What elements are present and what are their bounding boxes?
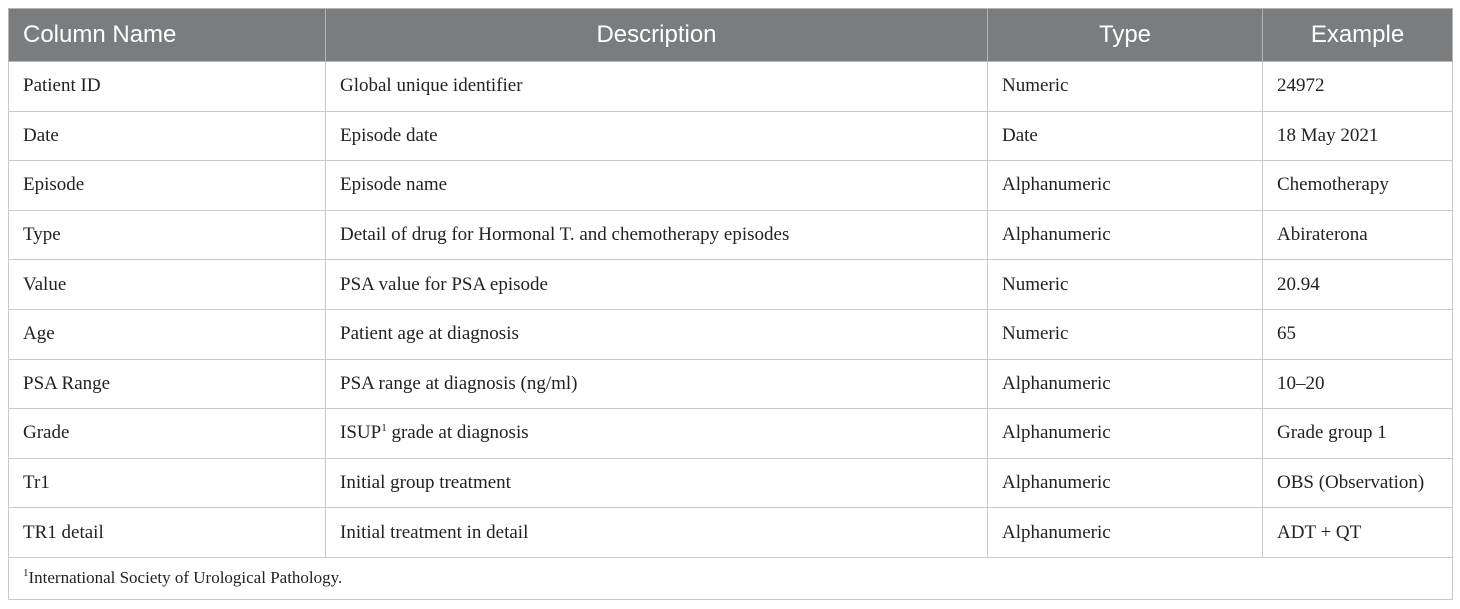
header-description: Description: [326, 9, 988, 62]
description-text: grade at diagnosis: [386, 422, 529, 444]
table-row: [9, 210, 1453, 260]
cell-description: Initial group treatment: [326, 458, 988, 508]
cell-description: PSA value for PSA episode: [326, 260, 988, 310]
table-row: [9, 161, 1453, 211]
cell-example: 10–20: [1263, 359, 1453, 409]
data-dictionary-table-container: [8, 8, 1452, 600]
table-row: [9, 260, 1453, 310]
table-row: [9, 508, 1453, 558]
cell-type: Alphanumeric: [988, 508, 1263, 558]
header-type: Type: [988, 9, 1263, 62]
cell-example: 20.94: [1263, 260, 1453, 310]
data-dictionary-table: [8, 8, 1453, 600]
table-row: [9, 458, 1453, 508]
cell-column-name: Value: [9, 260, 326, 310]
cell-description: Initial treatment in detail: [326, 508, 988, 558]
cell-type: Alphanumeric: [988, 458, 1263, 508]
cell-type: Alphanumeric: [988, 359, 1263, 409]
footnote-reference: 1: [381, 422, 387, 435]
cell-example: OBS (Observation): [1263, 458, 1453, 508]
cell-description: Global unique identifier: [326, 62, 988, 112]
cell-description: Episode date: [326, 111, 988, 161]
cell-description: [326, 409, 988, 459]
footnote-marker: 1: [23, 567, 29, 580]
table-row: [9, 309, 1453, 359]
cell-column-name: Grade: [9, 409, 326, 459]
cell-example: Chemotherapy: [1263, 161, 1453, 211]
cell-description: PSA range at diagnosis (ng/ml): [326, 359, 988, 409]
footnote-text: International Society of Urological Pathology.: [28, 568, 343, 588]
cell-type: Numeric: [988, 309, 1263, 359]
table-row: [9, 359, 1453, 409]
description-text: ISUP: [340, 422, 382, 444]
cell-column-name: Date: [9, 111, 326, 161]
cell-type: Date: [988, 111, 1263, 161]
header-row: [9, 9, 1453, 62]
cell-example: Abiraterona: [1263, 210, 1453, 260]
footnote: [9, 557, 1453, 599]
table-header: [9, 9, 1453, 62]
cell-description: Patient age at diagnosis: [326, 309, 988, 359]
cell-description: Episode name: [326, 161, 988, 211]
cell-column-name: Patient ID: [9, 62, 326, 112]
cell-column-name: Episode: [9, 161, 326, 211]
cell-type: Numeric: [988, 260, 1263, 310]
cell-column-name: Tr1: [9, 458, 326, 508]
cell-type: Numeric: [988, 62, 1263, 112]
header-example: Example: [1263, 9, 1453, 62]
cell-column-name: Type: [9, 210, 326, 260]
cell-type: Alphanumeric: [988, 210, 1263, 260]
cell-column-name: PSA Range: [9, 359, 326, 409]
cell-description: Detail of drug for Hormonal T. and chemotherapy episodes: [326, 210, 988, 260]
cell-example: 24972: [1263, 62, 1453, 112]
cell-example: 65: [1263, 309, 1453, 359]
cell-type: Alphanumeric: [988, 409, 1263, 459]
table-footer: [9, 557, 1453, 599]
cell-column-name: Age: [9, 309, 326, 359]
table-row: [9, 111, 1453, 161]
table-row: [9, 62, 1453, 112]
cell-example: Grade group 1: [1263, 409, 1453, 459]
cell-example: 18 May 2021: [1263, 111, 1453, 161]
footnote-row: [9, 557, 1453, 599]
table-body: [9, 62, 1453, 558]
cell-example: ADT + QT: [1263, 508, 1453, 558]
cell-type: Alphanumeric: [988, 161, 1263, 211]
cell-column-name: TR1 detail: [9, 508, 326, 558]
header-column-name: Column Name: [9, 9, 326, 62]
table-row: [9, 409, 1453, 459]
